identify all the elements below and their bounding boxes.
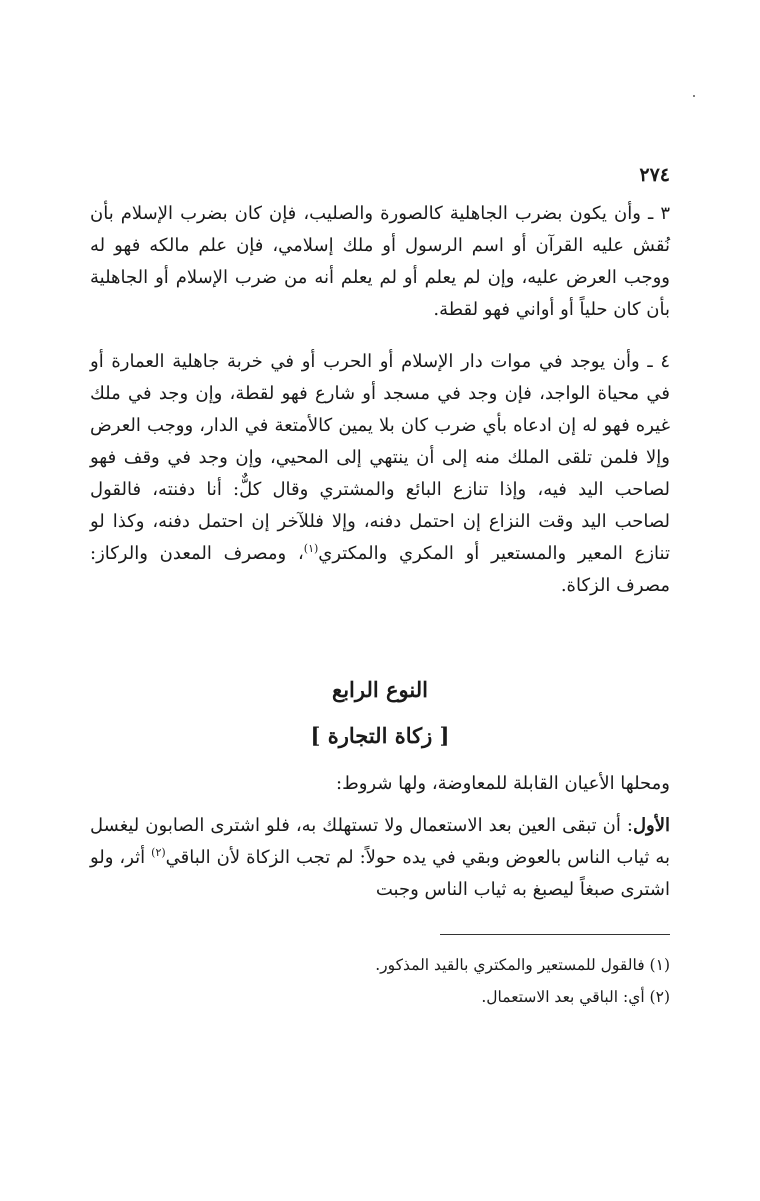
condition-first [90, 810, 670, 906]
book-page [90, 0, 670, 1201]
condition-text-end: أثر، ولو اشترى صبغاً ليصبغ به ثياب الناس وجبت [90, 847, 670, 900]
footnote-1: (١) فالقول للمستعير والمكتري بالقيد المذكور. [375, 956, 670, 974]
condition-text: : أن تبقى العين بعد الاستعمال ولا تستهلك به، فلو اشترى الصابون ليغسل به ثياب الناس بالعوض وبقي في يده حولاً: لم تجب الزكاة لأن الباقي [90, 815, 671, 868]
section-subtitle: [ زكاة التجارة ] [310, 723, 450, 748]
condition-label: الأول [632, 815, 670, 836]
scan-speck [693, 95, 695, 97]
paragraph-4-end: ، ومصرف المعدن والركاز: مصرف الزكاة. [90, 543, 670, 596]
paragraph-4-text: ٤ ـ وأن يوجد في موات دار الإسلام أو الحرب أو في خربة جاهلية العمارة أو في محياة الواجد، فإن وجد في مسجد أو شارع فهو لقطة، وإن وجد في ملك غيره فهو له إن ادعاه بأي ضرب كان بلا يمين كالأمتعة في الدار، ووجب العرض وإلا فلمن تلقى الملك منه إلى أن ينتهي إلى المحيي، وإن وجد في وقف فهو لصاحب اليد فيه، وإذا تنازع البائع والمشتري وقال كلٌّ: أنا دفنته، فالقول لصاحب اليد وقت النزاع إن احتمل دفنه، وإلا فللآخر إن احتمل دفنه، وكذا لو تنازع المعير والمستعير أو المكري والمكتري [90, 351, 670, 564]
footnote-ref-2[interactable]: (٢) [151, 846, 166, 859]
footnote-2: (٢) أي: الباقي بعد الاستعمال. [481, 988, 670, 1006]
page-number: ٢٧٤ [639, 164, 670, 186]
footnote-divider [440, 934, 670, 935]
paragraph-3: ٣ ـ وأن يكون بضرب الجاهلية كالصورة والصليب، فإن كان بضرب الإسلام بأن نُقش عليه القرآن أو اسم الرسول أو ملك إسلامي، فإن علم مالكه فهو له ووجب العرض عليه، وإن لم يعلم أو لم يعلم أنه من ضرب الإسلام أو الجاهلية بأن كان حلياً أو أواني فهو لقطة. [90, 203, 670, 320]
intro-line: ومحلها الأعيان القابلة للمعاوضة، ولها شروط: [336, 773, 670, 794]
section-heading: النوع الرابع [332, 677, 428, 702]
footnote-ref-1[interactable]: (١) [303, 542, 319, 555]
paragraph-4 [90, 346, 670, 602]
